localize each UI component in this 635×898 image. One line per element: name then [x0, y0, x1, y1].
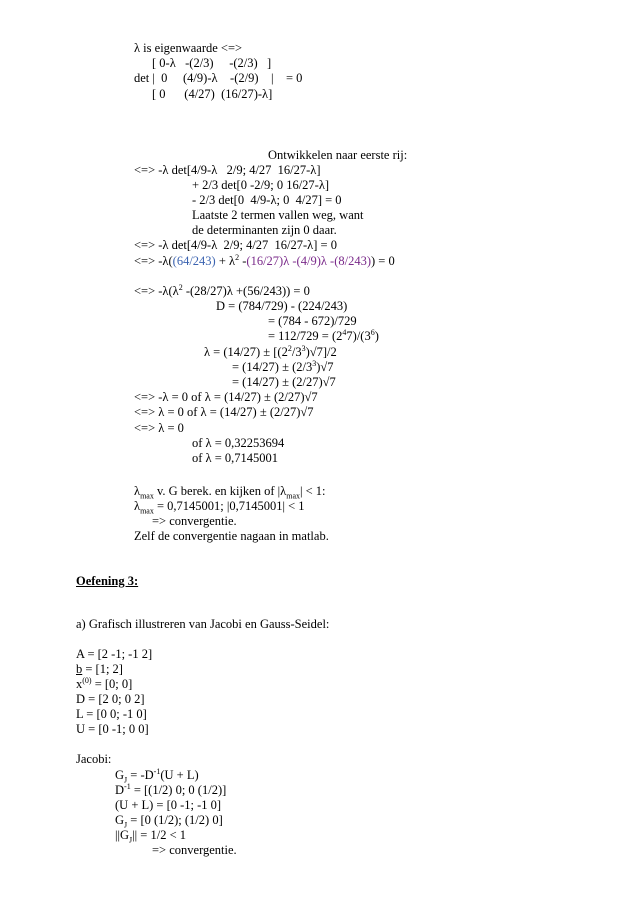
text-part: x	[76, 677, 83, 691]
subscript: J	[124, 820, 128, 830]
text-part: <=> -λ(	[134, 254, 173, 268]
text-line: λ is eigenwaarde <=>	[134, 41, 243, 55]
text-line: of λ = 0,32253694	[192, 436, 285, 450]
text-line: <=> -λ det[4/9-λ 2/9; 4/27 16/27-λ]	[134, 163, 321, 177]
text-part: (U + L)	[160, 768, 199, 782]
text-line	[232, 360, 334, 374]
text-part: ||G	[115, 828, 130, 842]
text-part: <=> -λ(λ	[134, 284, 179, 298]
text-line: (U + L) = [0 -1; -1 0]	[115, 798, 222, 812]
text-part: λ	[134, 499, 141, 513]
text-part: -	[239, 254, 247, 268]
superscript: 2	[178, 282, 183, 292]
text-line	[115, 766, 199, 785]
text-line: a) Grafisch illustreren van Jacobi en Gauss-Seidel:	[76, 617, 330, 631]
superscript: 2	[235, 252, 240, 262]
purple-term: (16/27)λ -(4/9)λ -(8/243)	[246, 254, 371, 268]
matrix-row-2: det | 0 (4/9)-λ -(2/9) | = 0	[134, 71, 303, 85]
text-line	[76, 677, 132, 691]
text-part: || = 1/2 < 1	[132, 828, 186, 842]
text-line: => convergentie.	[152, 843, 237, 857]
text-part: = -D	[127, 768, 154, 782]
text-line: de determinanten zijn 0 daar.	[192, 223, 337, 237]
text-part: v. G berek. en kijken of |λ	[153, 484, 287, 498]
text-part: = [0; 0]	[91, 677, 133, 691]
text-line: = (14/27) ± (2/27)√7	[232, 375, 336, 389]
matrix-row-1: [ 0-λ -(2/3) -(2/3) ]	[152, 56, 272, 70]
subscript: max	[286, 491, 300, 501]
text-part: )√7	[316, 360, 334, 374]
text-line	[115, 828, 186, 845]
text-part: D	[115, 783, 125, 797]
text-part: G	[115, 768, 125, 782]
superscript: (0)	[82, 675, 92, 685]
text-line: Ontwikkelen naar eerste rij:	[268, 148, 408, 162]
text-line: U = [0 -1; 0 0]	[76, 722, 149, 736]
text-part: = [(1/2) 0; 0 (1/2)]	[130, 783, 227, 797]
text-part: = [0 (1/2); (1/2) 0]	[127, 813, 223, 827]
superscript: 3	[312, 358, 317, 368]
text-line: Jacobi:	[76, 752, 112, 766]
text-line: <=> -λ = 0 of λ = (14/27) ± (2/27)√7	[134, 390, 318, 404]
subscript: J	[129, 835, 133, 845]
superscript: -1	[153, 766, 161, 776]
text-line: - 2/3 det[0 4/9-λ; 0 4/27] = 0	[192, 193, 342, 207]
text-part: )√7]/2	[305, 345, 337, 359]
matrix-row-3: [ 0 (4/27) (16/27)-λ]	[152, 87, 273, 101]
text-line	[115, 783, 226, 797]
text-line: <=> -λ det[4/9-λ 2/9; 4/27 16/27-λ] = 0	[134, 238, 337, 252]
text-line	[115, 813, 223, 830]
text-part: )	[374, 329, 379, 343]
text-line	[268, 329, 379, 343]
superscript: 3	[301, 343, 306, 353]
text-part: = [1; 2]	[82, 662, 123, 676]
text-part: -(28/27)λ +(56/243)) = 0	[182, 284, 310, 298]
text-part: ) = 0	[371, 254, 395, 268]
text-line: Zelf de convergentie nagaan in matlab.	[134, 529, 329, 543]
text-part: λ	[134, 484, 141, 498]
text-part: | < 1:	[300, 484, 326, 498]
superscript: -1	[124, 781, 131, 791]
superscript: 4	[342, 327, 347, 337]
section-heading	[76, 574, 138, 588]
text-line: => convergentie.	[152, 514, 237, 528]
superscript: 2	[287, 343, 292, 353]
text-line: Laatste 2 termen vallen weg, want	[192, 208, 364, 222]
text-line: + 2/3 det[0 -2/9; 0 16/27-λ]	[192, 178, 330, 192]
text-part: λ = (14/27) ± [(2	[204, 345, 288, 359]
text-line: <=> λ = 0 of λ = (14/27) ± (2/27)√7	[134, 405, 314, 419]
subscript: max	[140, 491, 154, 501]
text-line	[204, 345, 337, 359]
text-line	[134, 484, 326, 501]
text-line	[134, 254, 395, 268]
text-line: = (784 - 672)/729	[268, 314, 357, 328]
text-line: L = [0 0; -1 0]	[76, 707, 147, 721]
blue-term: (64/243)	[172, 254, 216, 268]
vector-symbol: b	[76, 662, 83, 676]
text-line	[134, 499, 305, 516]
text-line: <=> λ = 0	[134, 421, 184, 435]
text-part: = 112/729 = (2	[268, 329, 343, 343]
text-part: = 0,7145001; |0,7145001| < 1	[153, 499, 305, 513]
text-part: 7)/(3	[346, 329, 371, 343]
text-line: of λ = 0,7145001	[192, 451, 279, 465]
text-line	[134, 284, 310, 298]
text-part: = (14/27) ± (2/3	[232, 360, 313, 374]
text-line: A = [2 -1; -1 2]	[76, 647, 153, 661]
subscript: J	[124, 775, 128, 785]
subscript: max	[140, 506, 154, 516]
text-part: G	[115, 813, 125, 827]
text-part: + λ	[215, 254, 236, 268]
text-line: D = (784/729) - (224/243)	[216, 299, 348, 313]
text-part: /3	[291, 345, 302, 359]
text-line	[76, 662, 123, 676]
text-line: D = [2 0; 0 2]	[76, 692, 145, 706]
superscript: 6	[370, 327, 375, 337]
heading-text: Oefening 3:	[76, 574, 139, 588]
